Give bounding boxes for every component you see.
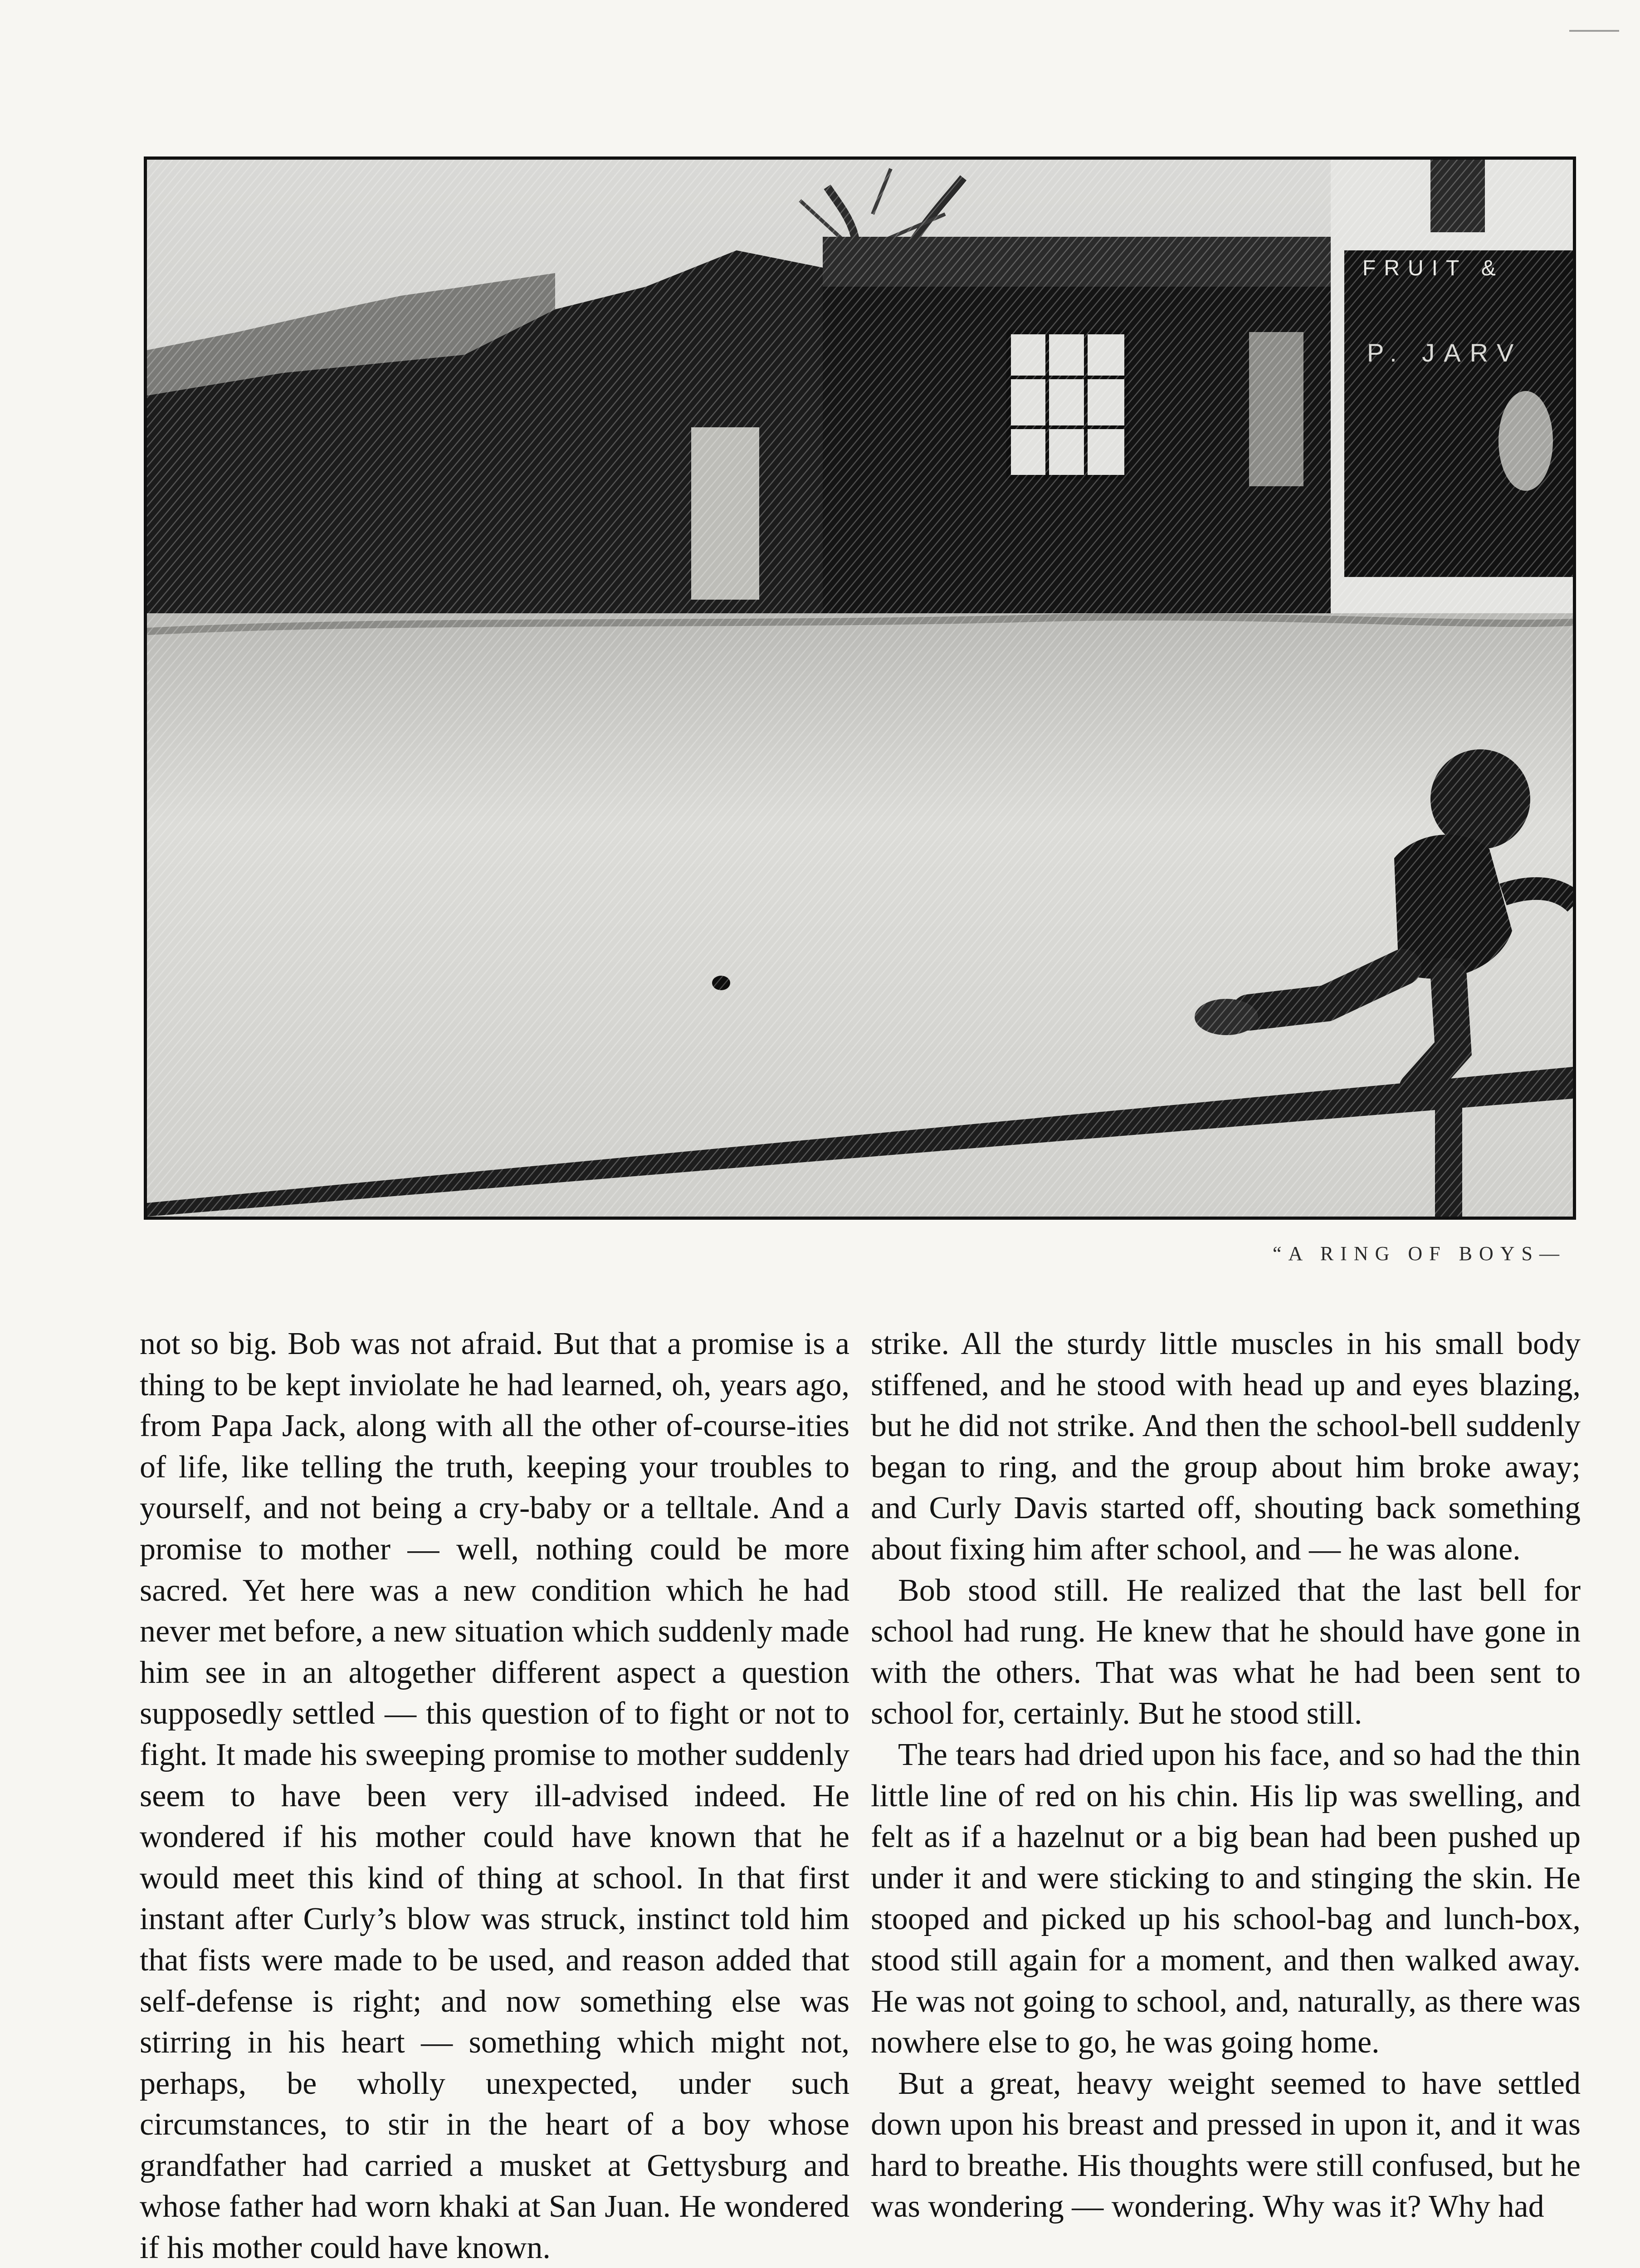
- left-column: [140, 1324, 849, 2268]
- paragraph: strike. All the sturdy little muscles in his small body stiffened, and he stood with head up and eyes blazing, but he did not strike. And then the school-bell suddenly began to ring, and the group about him broke away; and Curly Davis started off, shouting back something about fixing him after school, and — he was alone.: [871, 1326, 1581, 1567]
- halftone-texture: [147, 160, 1573, 1217]
- paragraph: not so big. Bob was not afraid. But that a promise is a thing to be kept inviolate he had learned, oh, years ago, from Papa Jack, along with all the other of-course-ities of life, like telling the truth, keeping your troubles to yourself, and not being a cry-baby or a telltale. And a promise to mother — well, nothing could be more sacred. Yet here was a new condition which he had never met before, a new situation which suddenly made him see in an altogether different aspect a question supposedly settled — this question of to fight or not to fight. It made his sweeping promise to mother suddenly seem to have been very ill-advised indeed. He wondered if his mother could have known that he would meet this kind of thing at school. In that first instant after Curly’s blow was struck, instinct told him that fists were made to be used, and reason added that self-defense is right; and now something else was stirring in his heart — something which might not, perhaps, be wholly unexpected, under such circumstances, to stir in the heart of a boy whose grandfather had carried a musket at Gettysburg and whose father had worn khaki at San Juan. He wondered if his mother could have known.: [140, 1326, 849, 2266]
- right-column: [871, 1324, 1581, 2228]
- illustration: [144, 156, 1576, 1220]
- page-edge-mark: [1569, 30, 1619, 32]
- paragraph: The tears had dried upon his face, and so had the thin little line of red on his chin. His lip was swelling, and felt as if a hazelnut or a big bean had been pushed up under it and were sticking to and stinging the skin. He stooped and picked up his school-bag and lunch-box, stood still again for a moment, and then walked away. He was not going to school, and, naturally, as there was nowhere else to go, he was going home.: [871, 1737, 1581, 2060]
- illustration-drawing: [147, 160, 1573, 1217]
- paragraph: Bob stood still. He realized that the last bell for school had rung. He knew that he should have gone in with the others. That was what he had been sent to school for, certainly. But he stood still.: [871, 1573, 1581, 1731]
- illustration-caption: “A RING OF BOYS—: [1272, 1242, 1566, 1265]
- paragraph: But a great, heavy weight seemed to have settled down upon his breast and pressed in upon it, and it was hard to breathe. His thoughts were still confused, but he was wondering — wondering. Why was it? Why had: [871, 2066, 1581, 2224]
